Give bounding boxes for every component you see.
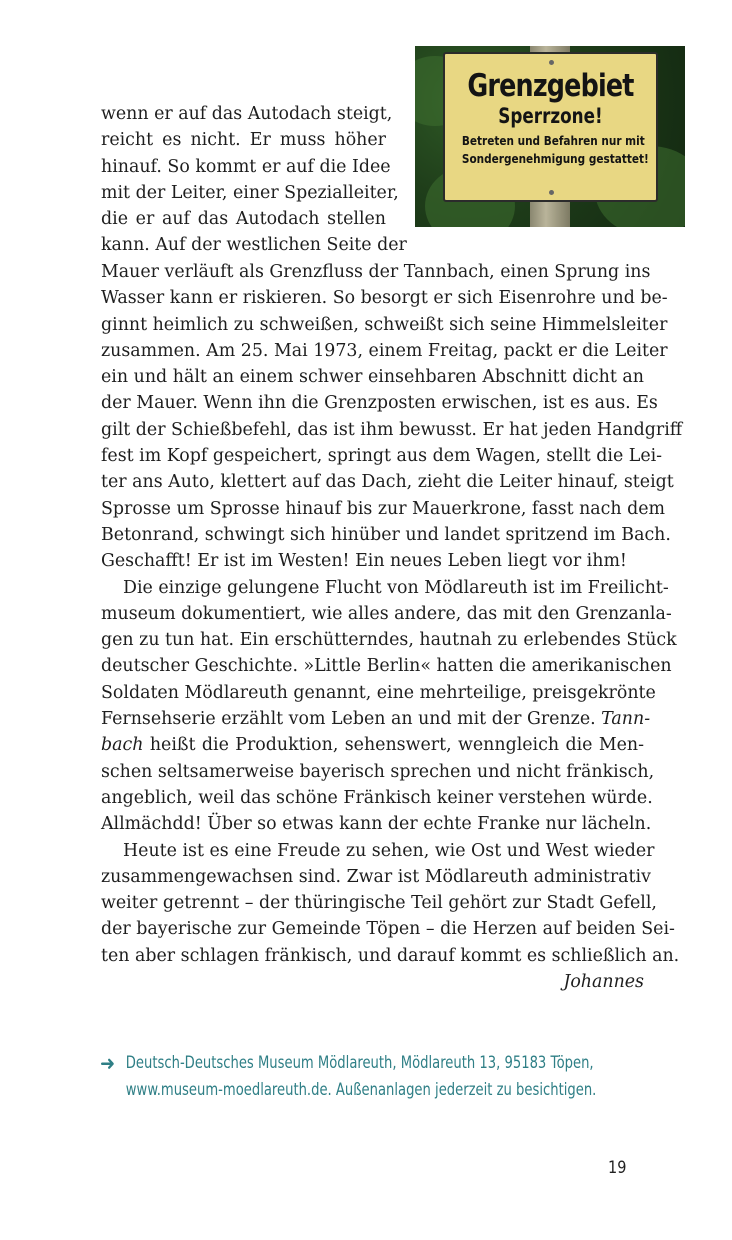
- text-line: Sprosse um Sprosse hinauf bis zur Mauerkrone, fasst nach dem: [101, 498, 666, 519]
- body-text: [101, 259, 683, 995]
- arrow-right-icon: ➜: [100, 1051, 116, 1075]
- text-line: Die einzige gelungene Flucht von Mödlareuth ist im Freilicht-: [123, 577, 669, 598]
- text-line-mixed: [101, 706, 651, 732]
- sign-line-2: Sondergenehmigung gestattet!: [461, 151, 649, 166]
- text-line: Heute ist es eine Freude zu sehen, wie Ost und West wieder: [123, 840, 655, 861]
- text-line: kann. Auf der westlichen Seite der: [101, 235, 407, 256]
- text-line: wenn er auf das Autodach steigt,: [101, 104, 393, 124]
- sign-subtitle: Sperrzone!: [498, 104, 603, 128]
- sign-title: Grenzgebiet: [467, 68, 634, 104]
- text-line: gen zu tun hat. Ein erschütterndes, hautnah zu erlebendes Stück: [101, 630, 677, 651]
- text-line: zusammen. Am 25. Mai 1973, einem Freitag, packt er die Leiter: [101, 340, 668, 361]
- text-line: ein und hält an einem schwer einsehbaren Abschnitt dicht an: [101, 367, 644, 388]
- text-line: zusammengewachsen sind. Zwar ist Mödlareuth administrativ: [101, 866, 651, 887]
- text-line: schen seltsamerweise bayerisch sprechen und nicht fränkisch,: [101, 761, 655, 782]
- paragraph-1: [101, 259, 683, 575]
- text-segment: Fernsehserie erzählt vom Leben an und mit der Grenze.: [101, 709, 596, 730]
- text-line: Soldaten Mödlareuth genannt, eine mehrteilige, preisgekrönte: [101, 682, 656, 703]
- text-line: Allmächdd! Über so etwas kann der echte Franke nur lächeln.: [101, 814, 652, 835]
- italic-title: bach: [101, 735, 144, 756]
- text-line: museum dokumentiert, wie alles andere, das mit den Grenzanla-: [101, 603, 672, 624]
- text-line-mixed: [101, 732, 644, 758]
- text-line: fest im Kopf gespeichert, springt aus dem Wagen, stellt die Lei-: [101, 446, 663, 467]
- museum-website-link[interactable]: www.museum-moedlareuth.de. Außenanlagen jederzeit zu besichtigen.: [125, 1080, 597, 1100]
- italic-title: Tann-: [601, 709, 651, 730]
- text-line: deutscher Geschichte. »Little Berlin« hatten die amerikanischen: [101, 656, 672, 677]
- author-signature: Johannes: [563, 972, 644, 993]
- text-line: reicht es nicht. Er muss höher: [101, 130, 386, 151]
- page-number: 19: [608, 1158, 627, 1178]
- paragraph-2: [101, 575, 677, 838]
- museum-address: Deutsch-Deutsches Museum Mödlareuth, Mödlareuth 13, 95183 Töpen,: [125, 1053, 594, 1073]
- text-line: der Mauer. Wenn ihn die Grenzposten erwischen, ist es aus. Es: [101, 393, 658, 414]
- text-line: Geschafft! Er ist im Westen! Ein neues Leben liegt vor ihm!: [101, 551, 627, 572]
- body-text-narrow: [101, 101, 407, 259]
- text-line: der bayerische zur Gemeinde Töpen – die Herzen auf beiden Sei-: [101, 919, 675, 940]
- text-segment: heißt die Produktion, sehenswert, wenngleich die Men-: [143, 735, 644, 756]
- border-sign-photo: [415, 46, 685, 227]
- text-line: die er auf das Autodach stellen: [101, 209, 386, 230]
- text-line: mit der Leiter, einer Spezialleiter,: [101, 182, 399, 203]
- paragraph-3: [101, 838, 680, 969]
- text-line: angeblich, weil das schöne Fränkisch keiner verstehen würde.: [101, 787, 653, 808]
- text-line: weiter getrennt – der thüringische Teil gehört zur Stadt Gefell,: [101, 893, 657, 914]
- text-line: Wasser kann er riskieren. So besorgt er sich Eisenrohre und be-: [101, 288, 668, 309]
- text-line: Betonrand, schwingt sich hinüber und landet spritzend im Bach.: [101, 524, 671, 545]
- text-line: ten aber schlagen fränkisch, und darauf kommt es schließlich an.: [101, 945, 680, 966]
- text-line: Mauer verläuft als Grenzfluss der Tannbach, einen Sprung ins: [101, 262, 651, 282]
- museum-info: [100, 1050, 660, 1104]
- text-line: hinauf. So kommt er auf die Idee: [101, 156, 391, 177]
- border-sign: [443, 52, 658, 202]
- text-line: gilt der Schießbefehl, das ist ihm bewusst. Er hat jeden Handgriff: [101, 419, 683, 440]
- sign-line-1: Betreten und Befahren nur mit: [461, 133, 645, 148]
- text-line: ginnt heimlich zu schweißen, schweißt sich seine Himmelsleiter: [101, 314, 668, 335]
- text-line: ter ans Auto, klettert auf das Dach, zieht die Leiter hinauf, steigt: [101, 472, 674, 493]
